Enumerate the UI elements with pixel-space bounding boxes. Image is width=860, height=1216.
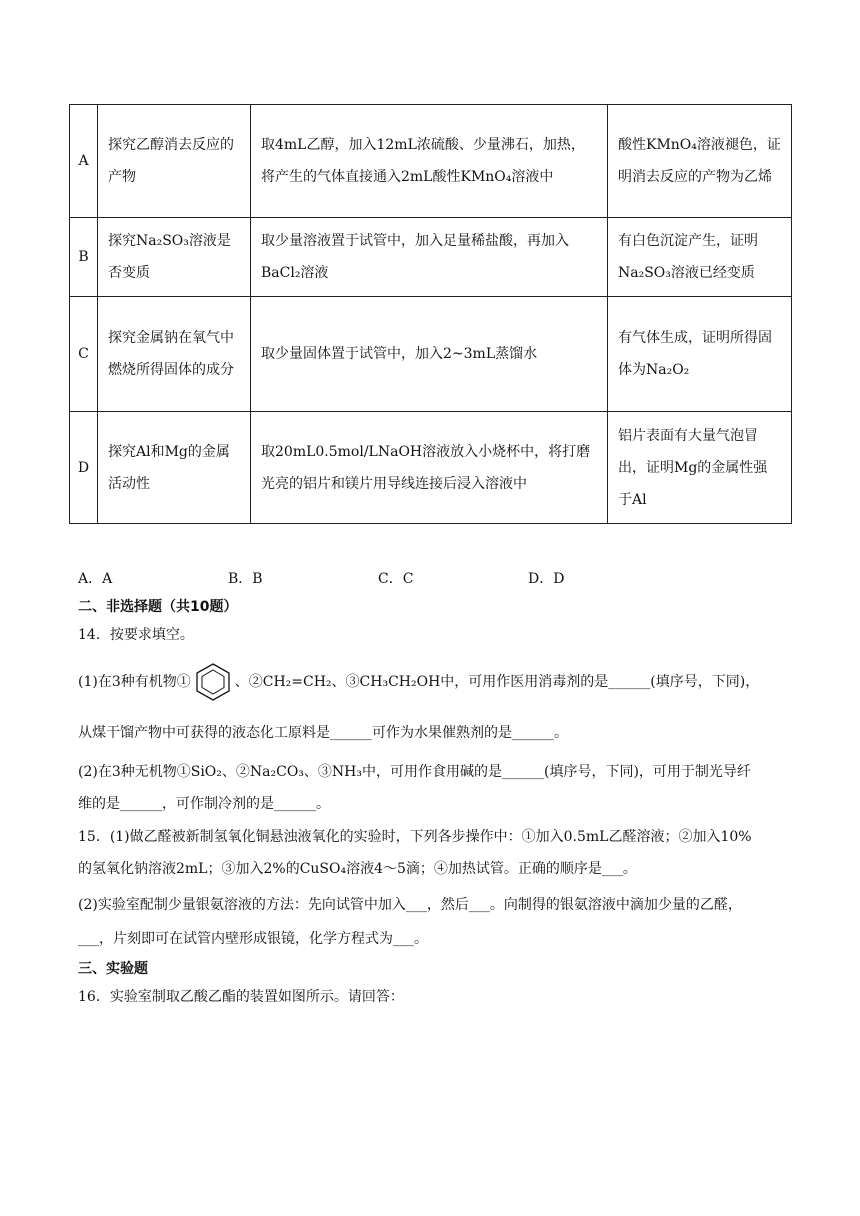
section-heading-2: 二、非选择题（共10题） (78, 599, 238, 615)
option-b: B．B (228, 571, 263, 587)
conclusion-cell: 有气体生成，证明所得固体为Na₂O₂ (608, 297, 792, 412)
q14-p1-suffix: 、②CH₂=CH₂、③CH₃CH₂OH中，可用作医用消毒剂的是______(填序号，下同)， (234, 674, 760, 690)
purpose-cell: 探究乙醇消去反应的产物 (98, 105, 251, 218)
question-15-line3: (2)实验室配制少量银氨溶液的方法：先向试管中加入___，然后___。向制得的银氨溶液中滴加少量的乙醛， (78, 897, 742, 913)
question-15-line1: 15．(1)做乙醛被新制氢氧化铜悬浊液氧化的实验时，下列各步操作中：①加入0.5mL乙醛溶液；②加入10% (78, 829, 752, 845)
row-label: D (70, 412, 98, 524)
table-row (70, 105, 792, 218)
question-14-part2-line2: 维的是______，可作制冷剂的是______。 (78, 796, 330, 812)
operation-cell: 取20mL0.5mol/LNaOH溶液放入小烧杯中，将打磨光亮的铝片和镁片用导线连接后浸入溶液中 (251, 412, 608, 524)
question-15-line4: ___，片刻即可在试管内壁形成银镜，化学方程式为___。 (78, 931, 428, 947)
q14-p1-prefix: (1)在3种有机物① (78, 674, 191, 690)
conclusion-cell: 酸性KMnO₄溶液褪色，证明消去反应的产物为乙烯 (608, 105, 792, 218)
option-a: A．A (78, 571, 113, 587)
question-16: 16．实验室制取乙酸乙酯的装置如图所示。请回答： (78, 989, 404, 1005)
table-row (70, 412, 792, 524)
conclusion-cell: 有白色沉淀产生，证明Na₂SO₃溶液已经变质 (608, 218, 792, 297)
row-label: B (70, 218, 98, 297)
option-c: C．C (378, 571, 414, 587)
operation-cell: 取少量溶液置于试管中，加入足量稀盐酸，再加入BaCl₂溶液 (251, 218, 608, 297)
row-label: A (70, 105, 98, 218)
benzene-ring-icon (193, 662, 233, 702)
purpose-cell: 探究Na₂SO₃溶液是否变质 (98, 218, 251, 297)
question-14-part1-line2: 从煤干馏产物中可获得的液态化工原料是______可作为水果催熟剂的是______。 (78, 725, 568, 741)
table-row (70, 218, 792, 297)
question-14-part2-line1: (2)在3种无机物①SiO₂、②Na₂CO₃、③NH₃中，可用作食用碱的是______(填序号，下同)，可用于制光导纤 (78, 764, 751, 780)
conclusion-cell: 铝片表面有大量气泡冒出，证明Mg的金属性强于Al (608, 412, 792, 524)
experiment-table (69, 104, 792, 524)
purpose-cell: 探究Al和Mg的金属活动性 (98, 412, 251, 524)
operation-cell: 取少量固体置于试管中，加入2~3mL蒸馏水 (251, 297, 608, 412)
question-15-line2: 的氢氧化钠溶液2mL；③加入2%的CuSO₄溶液4～5滴；④加热试管。正确的顺序是___。 (78, 861, 637, 877)
option-d: D．D (528, 571, 565, 587)
row-label: C (70, 297, 98, 412)
question-14-stem: 14．按要求填空。 (78, 627, 194, 643)
section-heading-3: 三、实验题 (78, 961, 148, 977)
question-14-part1 (78, 662, 759, 702)
table-row (70, 297, 792, 412)
operation-cell: 取4mL乙醇，加入12mL浓硫酸、少量沸石，加热，将产生的气体直接通入2mL酸性KMnO₄溶液中 (251, 105, 608, 218)
purpose-cell: 探究金属钠在氧气中燃烧所得固体的成分 (98, 297, 251, 412)
